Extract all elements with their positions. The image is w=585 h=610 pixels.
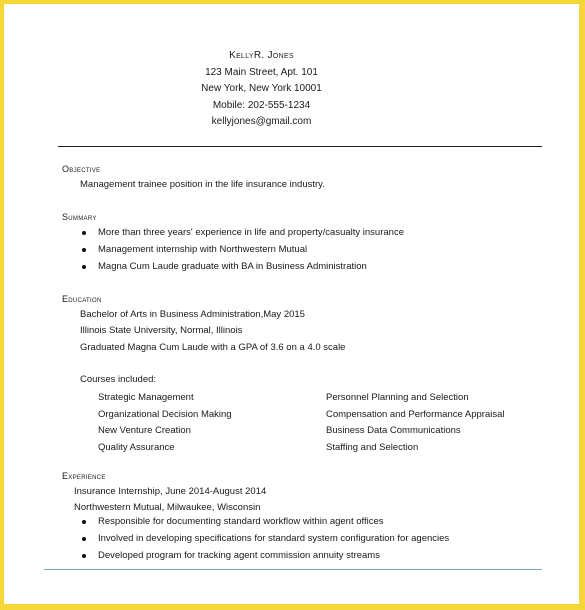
list-item: New Venture Creation <box>98 425 191 436</box>
page-footer-divider <box>44 569 542 570</box>
experience-position: Insurance Internship, June 2014-August 2014 <box>74 486 267 497</box>
experience-list <box>80 513 449 564</box>
list-item: Involved in developing specifications for standard system configuration for agencies <box>80 530 449 547</box>
list-item: Management internship with Northwestern Mutual <box>80 241 404 258</box>
education-heading: Education <box>62 294 102 304</box>
list-item: Personnel Planning and Selection <box>326 392 469 403</box>
list-item: Quality Assurance <box>98 441 175 453</box>
education-honors: Graduated Magna Cum Laude with a GPA of 3.6 on a 4.0 scale <box>80 342 346 353</box>
list-item: Compensation and Performance Appraisal <box>326 408 505 420</box>
objective-heading: Objective <box>62 164 101 174</box>
email-address: kellyjones@gmail.com <box>211 116 312 127</box>
education-school: Illinois State University, Normal, Illinois <box>80 325 243 336</box>
list-item: Developed program for tracking agent commission annuity streams <box>80 547 449 564</box>
resume-page <box>4 4 579 604</box>
summary-heading: Summary <box>62 212 97 222</box>
street-address: 123 Main Street, Apt. 101 <box>205 66 318 78</box>
courses-left-column <box>98 390 318 456</box>
education-degree: Bachelor of Arts in Business Administration,May 2015 <box>80 309 305 320</box>
city-address: New York, New York 10001 <box>201 83 322 94</box>
applicant-name: KellyR. Jones <box>229 50 294 61</box>
list-item: Magna Cum Laude graduate with BA in Business Administration <box>80 258 404 275</box>
list-item: Strategic Management <box>98 392 194 403</box>
contact-header <box>4 48 519 131</box>
list-item: More than three years' experience in life and property/casualty insurance <box>80 224 404 241</box>
summary-list <box>80 224 404 275</box>
experience-heading: Experience <box>62 471 106 481</box>
header-divider <box>58 146 542 147</box>
mobile-number: Mobile: 202-555-1234 <box>212 99 311 111</box>
experience-company: Northwestern Mutual, Milwaukee, Wisconsin <box>74 502 261 513</box>
courses-right-column <box>326 390 546 456</box>
list-item: Organizational Decision Making <box>98 408 232 420</box>
list-item: Business Data Communications <box>326 425 461 436</box>
list-item: Staffing and Selection <box>326 441 419 453</box>
list-item: Responsible for documenting standard workflow within agent offices <box>80 513 449 530</box>
objective-text: Management trainee position in the life insurance industry. <box>80 179 325 190</box>
courses-label: Courses included: <box>80 374 157 385</box>
